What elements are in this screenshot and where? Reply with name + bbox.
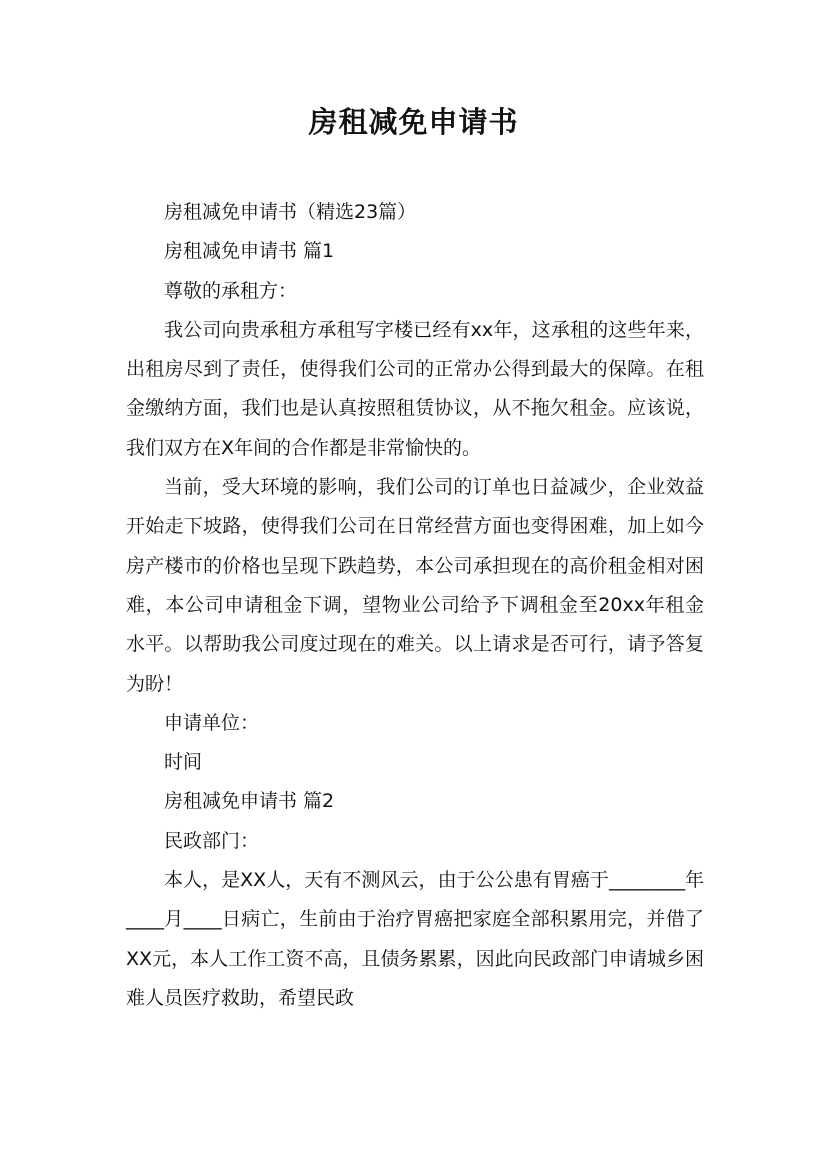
paragraph-applicant: 申请单位：: [164, 711, 260, 734]
paragraph-body-3: 本人，是XX人，天有不测风云，由于公公患有胃癌于________年____月____日病亡，生前由于治疗胃癌把家庭全部积累用完，并借了XX元，本人工作工资不高，且债务累累，因此向民政部门申请城乡困难人员医疗救助，希望民政: [126, 869, 704, 1009]
document-body: [126, 193, 704, 1018]
document-title: 房租减免申请书: [308, 105, 519, 139]
paragraph-collection-heading: 房租减免申请书（精选23篇）: [164, 201, 417, 223]
paragraph-date: 时间: [164, 751, 203, 774]
paragraph-section-heading-1: 房租减免申请书 篇1: [164, 240, 335, 263]
paragraph-section-heading-2: 房租减免申请书 篇2: [164, 790, 335, 813]
paragraph-salutation-1: 尊敬的承租方：: [164, 279, 298, 302]
paragraph-body-1: 我公司向贵承租方承租写字楼已经有xx年，这承租的这些年来，出租房尽到了责任，使得我们公司的正常办公得到最大的保障。在租金缴纳方面，我们也是认真按照租赁协议，从不拖欠租金。应该说，我们双方在X年间的合作都是非常愉快的。: [126, 318, 704, 459]
paragraph-salutation-2: 民政部门：: [164, 829, 260, 852]
paragraph-body-2: 当前，受大环境的影响，我们公司的订单也日益减少，企业效益开始走下坡路，使得我们公司在日常经营方面也变得困难，加上如今房产楼市的价格也呈现下跌趋势，本公司承担现在的高价租金相对困难，本公司申请租金下调，望物业公司给予下调租金至20xx年租金水平。以帮助我公司度过现在的难关。以上请求是否可行，请予答复为盼！: [126, 476, 704, 695]
